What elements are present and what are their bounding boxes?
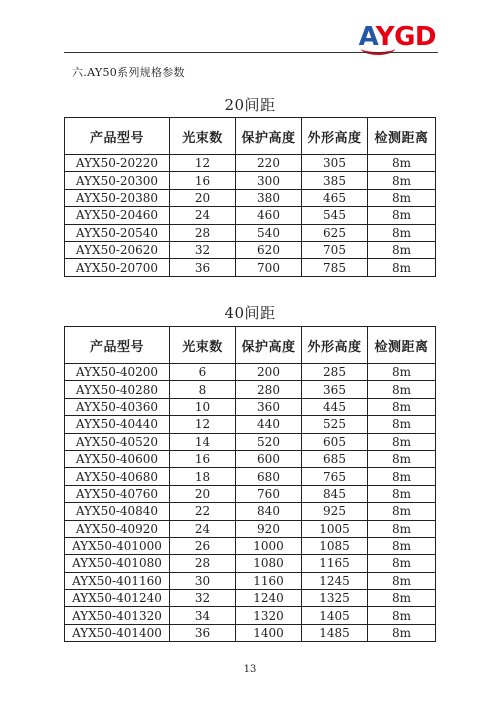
cell-model: AYX50-401000 bbox=[65, 537, 170, 554]
header-divider bbox=[64, 52, 438, 53]
table-row bbox=[65, 468, 436, 485]
cell-distance: 8m bbox=[368, 155, 436, 172]
cell-protect-height: 200 bbox=[236, 364, 302, 381]
table-row bbox=[65, 607, 436, 624]
cell-model: AYX50-40600 bbox=[65, 450, 170, 467]
table-40-caption: 40间距 bbox=[224, 304, 276, 322]
table-row bbox=[65, 485, 436, 502]
cell-outer-height: 525 bbox=[302, 416, 368, 433]
cell-model: AYX50-20540 bbox=[65, 224, 170, 241]
cell-beams: 24 bbox=[170, 207, 236, 224]
cell-protect-height: 680 bbox=[236, 468, 302, 485]
cell-outer-height: 285 bbox=[302, 364, 368, 381]
cell-beams: 36 bbox=[170, 259, 236, 276]
table-row bbox=[65, 433, 436, 450]
col-header-distance: 检测距离 bbox=[368, 327, 436, 364]
cell-outer-height: 925 bbox=[302, 503, 368, 520]
cell-outer-height: 1005 bbox=[302, 520, 368, 537]
cell-outer-height: 845 bbox=[302, 485, 368, 502]
cell-protect-height: 1240 bbox=[236, 590, 302, 607]
cell-beams: 20 bbox=[170, 189, 236, 206]
table-row bbox=[65, 207, 436, 224]
cell-model: AYX50-40360 bbox=[65, 398, 170, 415]
cell-distance: 8m bbox=[368, 624, 436, 641]
cell-model: AYX50-40280 bbox=[65, 381, 170, 398]
cell-outer-height: 445 bbox=[302, 398, 368, 415]
col-header-outer-height: 外形高度 bbox=[302, 327, 368, 364]
cell-beams: 32 bbox=[170, 241, 236, 258]
cell-model: AYX50-20380 bbox=[65, 189, 170, 206]
cell-protect-height: 1160 bbox=[236, 572, 302, 589]
cell-beams: 20 bbox=[170, 485, 236, 502]
table-row bbox=[65, 555, 436, 572]
cell-distance: 8m bbox=[368, 207, 436, 224]
table-row bbox=[65, 450, 436, 467]
cell-distance: 8m bbox=[368, 485, 436, 502]
logo-swoosh-icon bbox=[361, 42, 395, 55]
cell-model: AYX50-20460 bbox=[65, 207, 170, 224]
cell-beams: 22 bbox=[170, 503, 236, 520]
cell-beams: 12 bbox=[170, 155, 236, 172]
cell-beams: 14 bbox=[170, 433, 236, 450]
cell-beams: 36 bbox=[170, 624, 236, 641]
cell-model: AYX50-401080 bbox=[65, 555, 170, 572]
col-header-protect-height: 保护高度 bbox=[236, 327, 302, 364]
col-header-outer-height: 外形高度 bbox=[302, 118, 368, 155]
table-row bbox=[65, 364, 436, 381]
company-logo bbox=[359, 24, 436, 50]
cell-outer-height: 365 bbox=[302, 381, 368, 398]
table-row bbox=[65, 520, 436, 537]
cell-distance: 8m bbox=[368, 189, 436, 206]
cell-beams: 12 bbox=[170, 416, 236, 433]
cell-outer-height: 1245 bbox=[302, 572, 368, 589]
cell-outer-height: 765 bbox=[302, 468, 368, 485]
cell-protect-height: 840 bbox=[236, 503, 302, 520]
logo-letters-ygd: YGD bbox=[375, 22, 436, 52]
cell-distance: 8m bbox=[368, 364, 436, 381]
table-row bbox=[65, 624, 436, 641]
cell-beams: 26 bbox=[170, 537, 236, 554]
cell-protect-height: 620 bbox=[236, 241, 302, 258]
cell-model: AYX50-401160 bbox=[65, 572, 170, 589]
cell-outer-height: 1325 bbox=[302, 590, 368, 607]
table-row bbox=[65, 537, 436, 554]
cell-distance: 8m bbox=[368, 537, 436, 554]
table-row bbox=[65, 155, 436, 172]
cell-distance: 8m bbox=[368, 503, 436, 520]
table-row bbox=[65, 172, 436, 189]
cell-distance: 8m bbox=[368, 224, 436, 241]
table-row bbox=[65, 572, 436, 589]
cell-outer-height: 1485 bbox=[302, 624, 368, 641]
cell-beams: 6 bbox=[170, 364, 236, 381]
cell-model: AYX50-40680 bbox=[65, 468, 170, 485]
cell-distance: 8m bbox=[368, 468, 436, 485]
table-header-row bbox=[65, 118, 436, 155]
logo-letter-a: A bbox=[358, 22, 376, 52]
cell-beams: 24 bbox=[170, 520, 236, 537]
table-20-caption: 20间距 bbox=[224, 96, 276, 114]
cell-protect-height: 280 bbox=[236, 381, 302, 398]
cell-protect-height: 300 bbox=[236, 172, 302, 189]
section-title: 六.AY50系列规格参数 bbox=[72, 66, 185, 79]
table-40-spacing bbox=[64, 326, 436, 642]
cell-model: AYX50-40840 bbox=[65, 503, 170, 520]
cell-model: AYX50-20220 bbox=[65, 155, 170, 172]
cell-protect-height: 220 bbox=[236, 155, 302, 172]
cell-distance: 8m bbox=[368, 381, 436, 398]
table-row bbox=[65, 224, 436, 241]
cell-distance: 8m bbox=[368, 450, 436, 467]
table-row bbox=[65, 503, 436, 520]
table-row bbox=[65, 398, 436, 415]
cell-outer-height: 705 bbox=[302, 241, 368, 258]
cell-model: AYX50-401400 bbox=[65, 624, 170, 641]
table-row bbox=[65, 590, 436, 607]
col-header-distance: 检测距离 bbox=[368, 118, 436, 155]
cell-model: AYX50-40920 bbox=[65, 520, 170, 537]
cell-distance: 8m bbox=[368, 259, 436, 276]
cell-distance: 8m bbox=[368, 520, 436, 537]
cell-protect-height: 760 bbox=[236, 485, 302, 502]
cell-distance: 8m bbox=[368, 590, 436, 607]
cell-distance: 8m bbox=[368, 572, 436, 589]
cell-beams: 30 bbox=[170, 572, 236, 589]
cell-outer-height: 605 bbox=[302, 433, 368, 450]
table-row bbox=[65, 241, 436, 258]
cell-distance: 8m bbox=[368, 433, 436, 450]
cell-outer-height: 545 bbox=[302, 207, 368, 224]
cell-model: AYX50-401320 bbox=[65, 607, 170, 624]
cell-model: AYX50-40520 bbox=[65, 433, 170, 450]
cell-protect-height: 920 bbox=[236, 520, 302, 537]
col-header-beams: 光束数 bbox=[170, 327, 236, 364]
table-row bbox=[65, 189, 436, 206]
cell-outer-height: 625 bbox=[302, 224, 368, 241]
cell-protect-height: 440 bbox=[236, 416, 302, 433]
cell-distance: 8m bbox=[368, 241, 436, 258]
cell-beams: 32 bbox=[170, 590, 236, 607]
cell-outer-height: 385 bbox=[302, 172, 368, 189]
table-header-row bbox=[65, 327, 436, 364]
cell-outer-height: 1165 bbox=[302, 555, 368, 572]
col-header-model: 产品型号 bbox=[65, 327, 170, 364]
cell-protect-height: 460 bbox=[236, 207, 302, 224]
cell-protect-height: 600 bbox=[236, 450, 302, 467]
cell-protect-height: 380 bbox=[236, 189, 302, 206]
cell-protect-height: 520 bbox=[236, 433, 302, 450]
cell-model: AYX50-20300 bbox=[65, 172, 170, 189]
cell-beams: 18 bbox=[170, 468, 236, 485]
table-row bbox=[65, 259, 436, 276]
cell-distance: 8m bbox=[368, 416, 436, 433]
cell-distance: 8m bbox=[368, 172, 436, 189]
cell-model: AYX50-40760 bbox=[65, 485, 170, 502]
cell-protect-height: 540 bbox=[236, 224, 302, 241]
col-header-protect-height: 保护高度 bbox=[236, 118, 302, 155]
cell-beams: 16 bbox=[170, 172, 236, 189]
cell-model: AYX50-20620 bbox=[65, 241, 170, 258]
cell-protect-height: 1320 bbox=[236, 607, 302, 624]
cell-outer-height: 1085 bbox=[302, 537, 368, 554]
cell-outer-height: 785 bbox=[302, 259, 368, 276]
cell-outer-height: 305 bbox=[302, 155, 368, 172]
table-row bbox=[65, 381, 436, 398]
cell-model: AYX50-40440 bbox=[65, 416, 170, 433]
cell-beams: 28 bbox=[170, 555, 236, 572]
cell-protect-height: 1000 bbox=[236, 537, 302, 554]
cell-beams: 10 bbox=[170, 398, 236, 415]
cell-distance: 8m bbox=[368, 555, 436, 572]
table-40-body bbox=[65, 364, 436, 642]
cell-protect-height: 700 bbox=[236, 259, 302, 276]
page-number: 13 bbox=[243, 664, 257, 675]
cell-outer-height: 685 bbox=[302, 450, 368, 467]
cell-beams: 8 bbox=[170, 381, 236, 398]
cell-outer-height: 465 bbox=[302, 189, 368, 206]
cell-protect-height: 1080 bbox=[236, 555, 302, 572]
table-row bbox=[65, 416, 436, 433]
cell-beams: 28 bbox=[170, 224, 236, 241]
cell-distance: 8m bbox=[368, 607, 436, 624]
cell-protect-height: 1400 bbox=[236, 624, 302, 641]
table-20-spacing bbox=[64, 117, 436, 277]
col-header-beams: 光束数 bbox=[170, 118, 236, 155]
cell-model: AYX50-401240 bbox=[65, 590, 170, 607]
cell-beams: 16 bbox=[170, 450, 236, 467]
cell-protect-height: 360 bbox=[236, 398, 302, 415]
cell-outer-height: 1405 bbox=[302, 607, 368, 624]
col-header-model: 产品型号 bbox=[65, 118, 170, 155]
cell-distance: 8m bbox=[368, 398, 436, 415]
cell-model: AYX50-40200 bbox=[65, 364, 170, 381]
table-20-body bbox=[65, 155, 436, 277]
cell-model: AYX50-20700 bbox=[65, 259, 170, 276]
cell-beams: 34 bbox=[170, 607, 236, 624]
